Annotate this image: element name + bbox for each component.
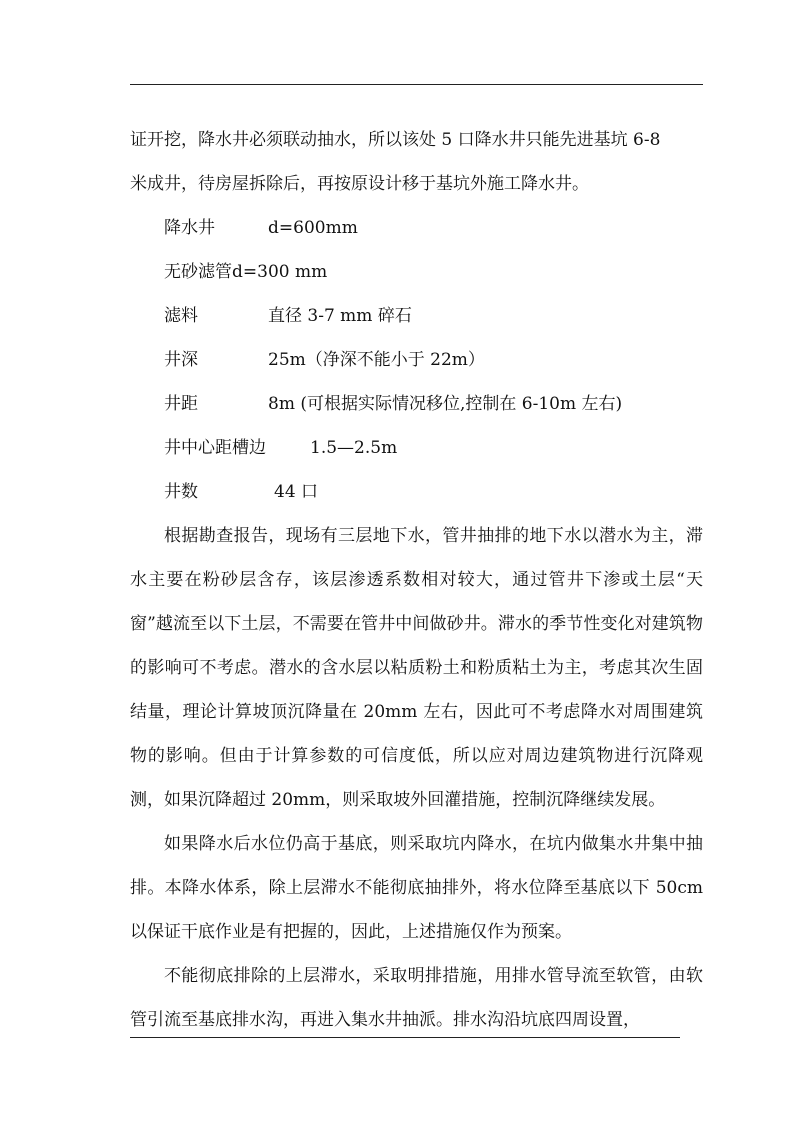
spec-label: 井中心距槽边 xyxy=(164,438,266,458)
spec-row-well-count xyxy=(130,470,703,514)
spec-label: 井数 xyxy=(164,482,198,502)
spec-label: 无砂滤管d=300 mm xyxy=(164,262,328,282)
intro-line: 证开挖，降水井必须联动抽水，所以该处 5 口降水井只能先进基坑 6-8 xyxy=(130,130,661,150)
document-body xyxy=(130,118,703,1042)
spec-label: 降水井 xyxy=(164,218,215,238)
spec-value: 8m (可根据实际情况移位,控制在 6-10m 左右) xyxy=(268,394,623,414)
spec-row-filter-material xyxy=(130,294,703,338)
spec-row-well xyxy=(130,206,703,250)
spec-value: 1.5—2.5m xyxy=(310,438,398,458)
paragraph: 根据勘查报告，现场有三层地下水，管井抽排的地下水以潜水为主，滞水主要在粉砂层含存，该层渗透系数相对较大，通过管井下渗或土层“天窗”越流至以下土层，不需要在管井中间做砂井。滞水的季节性变化对建筑物的影响可不考虑。潜水的含水层以粘质粉土和粉质粘土为主，考虑其次生固结量，理论计算坡顶沉降量在 20mm 左右，因此可不考虑降水对周围建筑物的影响。但由于计算参数的可信度低，所以应对周边建筑物进行沉降观测，如果沉降超过 20mm，则采取坡外回灌措施，控制沉降继续发展。 xyxy=(130,526,703,810)
paragraph: 不能彻底排除的上层滞水，采取明排措施，用排水管导流至软管，由软管引流至基底排水沟，再进入集水井抽派。排水沟沿坑底四周设置， xyxy=(130,966,703,1030)
spec-value: 44 口 xyxy=(274,482,319,502)
intro-line: 米成井，待房屋拆除后，再按原设计移于基坑外施工降水井。 xyxy=(130,174,589,194)
spec-value: d=600mm xyxy=(268,218,358,238)
spec-row-filter-pipe xyxy=(130,250,703,294)
paragraph: 如果降水后水位仍高于基底，则采取坑内降水，在坑内做集水井集中抽排。本降水体系，除上层滞水不能彻底抽排外，将水位降至基底以下 50cm 以保证干底作业是有把握的，因此，上述措施仅作为预案。 xyxy=(130,834,703,942)
header-rule xyxy=(130,84,703,85)
spec-value: 直径 3-7 mm 碎石 xyxy=(268,306,412,326)
footer-rule xyxy=(130,1037,680,1038)
spec-row-well-depth xyxy=(130,338,703,382)
spec-row-center-distance xyxy=(130,426,703,470)
spec-row-well-spacing xyxy=(130,382,703,426)
spec-value: 25m（净深不能小于 22m） xyxy=(268,350,485,370)
spec-label: 井深 xyxy=(164,350,198,370)
spec-label: 滤料 xyxy=(164,306,198,326)
spec-label: 井距 xyxy=(164,394,198,414)
